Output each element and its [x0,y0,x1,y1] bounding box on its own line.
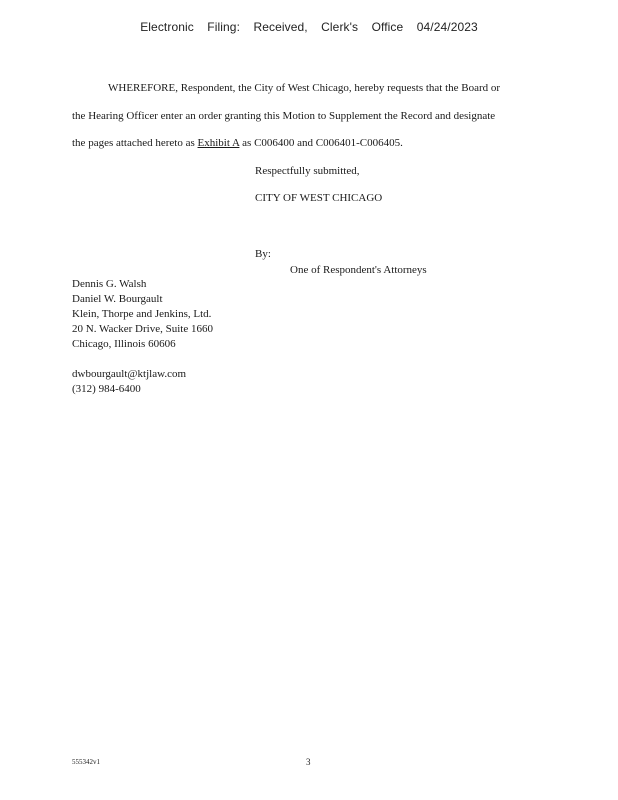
document-id: 555342v1 [72,758,100,766]
exhibit-reference: Exhibit A [197,137,240,149]
electronic-filing-stamp: Electronic Filing: Received, Clerk's Office 04/24/2023 [140,20,478,34]
attorney-role: One of Respondent's Attorneys [290,264,427,276]
body-line-1: WHEREFORE, Respondent, the City of West Chicago, hereby requests that the Board or [108,82,501,94]
attorney-phone: (312) 984-6400 [72,383,141,395]
attorney-line: Klein, Thorpe and Jenkins, Ltd. [72,308,212,320]
body-line-3 [72,137,403,149]
body-line-3-start: the pages attached hereto as [72,137,198,149]
signing-entity: CITY OF WEST CHICAGO [255,192,383,204]
page-number: 3 [306,757,311,767]
body-line-3-end: as C006400 and C006401-C006405. [239,137,403,149]
attorney-line: 20 N. Wacker Drive, Suite 1660 [72,323,213,335]
closing-line: Respectfully submitted, [255,165,360,177]
by-label: By: [255,248,271,260]
attorney-line: Chicago, Illinois 60606 [72,338,176,350]
attorney-email: dwbourgault@ktjlaw.com [72,368,187,380]
body-line-2: the Hearing Officer enter an order granting this Motion to Supplement the Record and designate [72,110,496,122]
attorney-line: Dennis G. Walsh [72,278,147,290]
attorney-block [72,277,213,397]
spacer [72,352,213,367]
attorney-line: Daniel W. Bourgault [72,293,163,305]
